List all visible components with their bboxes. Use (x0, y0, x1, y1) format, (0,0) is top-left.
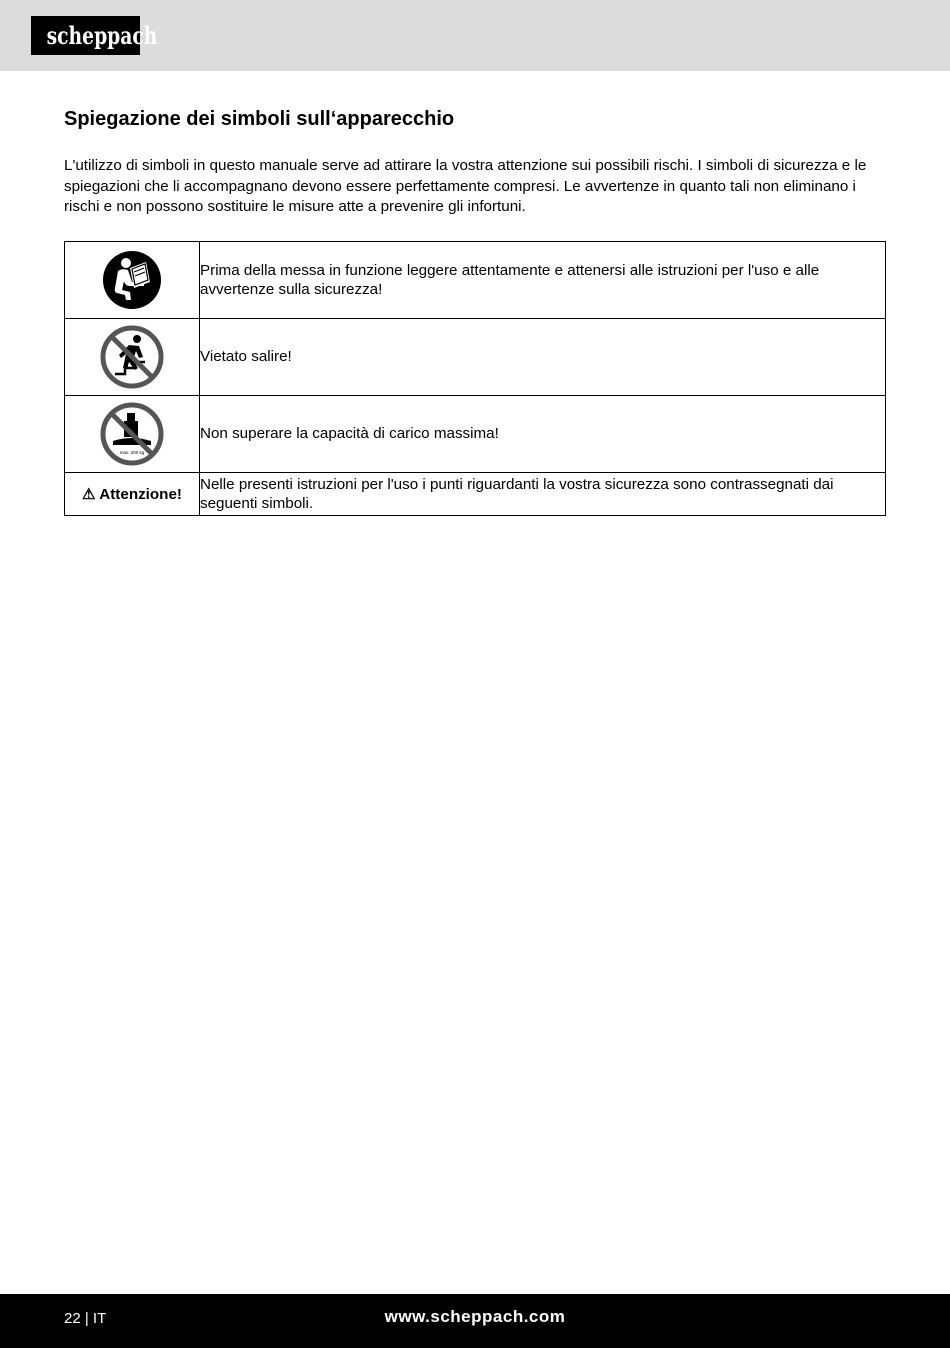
symbol-description: Prima della messa in funzione leggere attentamente e attenersi alle istruzioni per l'uso e alle avvertenze sulla sicurezza! (200, 242, 886, 319)
symbol-description: Nelle presenti istruzioni per l'uso i punti riguardanti la vostra sicurezza sono contrassegnati dai seguenti simboli. (200, 473, 886, 516)
intro-paragraph: L'utilizzo di simboli in questo manuale serve ad attirare la vostra attenzione sui possibili rischi. I simboli di sicurezza e le spiegazioni che li accompagnano devono essere perfettamente compresi. Le avvertenze in quanto tali non eliminano i rischi e non possono sostituire le misure atte a prevenire gli infortuni. (64, 157, 867, 215)
symbols-table (64, 241, 886, 516)
symbol-cell (65, 242, 200, 319)
attention-label: ⚠ Attenzione! (82, 485, 182, 503)
table-row (65, 473, 886, 516)
table-row (65, 319, 886, 396)
logo-text: scheppach (46, 21, 158, 50)
header-band (0, 0, 950, 71)
symbol-description: Vietato salire! (200, 319, 886, 396)
table-row (65, 242, 886, 319)
symbol-cell (65, 473, 200, 516)
website-link[interactable]: www.scheppach.com (384, 1307, 566, 1326)
read-manual-icon (100, 248, 164, 312)
section-title: Spiegazione dei simboli sull‘apparecchio (64, 108, 455, 130)
page-number: 22 | IT (64, 1310, 107, 1327)
no-climbing-icon (99, 324, 165, 390)
table-row (65, 396, 886, 473)
scheppach-logo (31, 16, 158, 55)
footer-band (0, 1294, 950, 1348)
max-load-text: max. 200 kg (119, 450, 145, 455)
max-load-icon (99, 401, 165, 467)
symbol-description: Non superare la capacità di carico massima! (200, 396, 886, 473)
symbol-cell (65, 319, 200, 396)
symbol-cell (65, 396, 200, 473)
